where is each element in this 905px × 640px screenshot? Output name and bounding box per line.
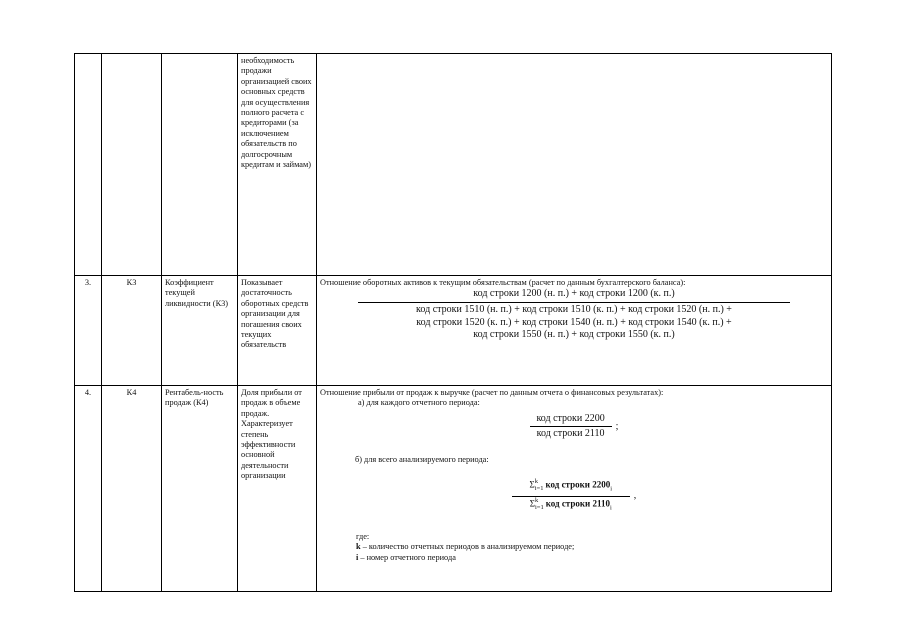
sigma-symbol: Σ	[529, 498, 535, 509]
where-k-variable: k	[356, 542, 361, 552]
case-a-formula	[320, 413, 828, 441]
table-row	[75, 386, 832, 592]
formula-intro: Отношение прибыли от продаж к выручке (расчет по данным отчета о финансовых результатах):	[320, 388, 664, 397]
row-number: 3.	[75, 276, 102, 386]
where-i-variable: i	[356, 552, 359, 562]
where-i-line	[356, 553, 828, 563]
sum-lower-limit: i=1	[534, 484, 544, 492]
indicator-name	[162, 54, 238, 276]
formula-cell	[317, 276, 832, 386]
formula-cell	[317, 54, 832, 276]
where-label: где:	[356, 531, 370, 541]
fraction-denominator-line: код строки 1510 (н. п.) + код строки 1510 (к. п.) + код строки 1520 (н. п.) +	[416, 304, 732, 315]
sum-numerator	[529, 479, 612, 496]
table-row	[75, 54, 832, 276]
sum-lower-limit: i=1	[534, 503, 544, 511]
indicator-name: Коэффициент текущей ликвидности (К3)	[162, 276, 238, 386]
indicator-code	[102, 54, 162, 276]
period-fraction	[530, 413, 612, 441]
formula-cell	[317, 386, 832, 592]
indicator-description: необходимость продажи организацией своих основных средств для осуществления полного расчета с кредиторами (за исключением обязательств по долгосрочным кредитам и займам)	[238, 54, 317, 276]
where-block	[356, 532, 828, 563]
row-number	[75, 54, 102, 276]
fraction-denominator-line: код строки 1550 (н. п.) + код строки 1550 (к. п.)	[473, 329, 675, 341]
case-b-label: б) для всего анализируемого периода:	[355, 455, 489, 464]
where-i-text: – номер отчетного периода	[358, 552, 456, 562]
indicator-description: Доля прибыли от продаж в объеме продаж. Характеризует степень эффективности основной деятельности организации	[238, 386, 317, 592]
sum-term-index: i	[610, 485, 613, 493]
sum-term: код строки 2110	[545, 498, 610, 509]
case-a-label: а) для каждого отчетного периода:	[358, 398, 480, 408]
sum-upper-limit: k	[534, 478, 538, 486]
where-k-text: – количество отчетных периодов в анализируемом периоде;	[360, 542, 575, 552]
formula-punctuation: ,	[633, 490, 637, 502]
formula-intro: Отношение оборотных активов к текущим обязательствам (расчет по данным бухгалтерского баланса):	[320, 278, 686, 287]
sum-fraction	[512, 479, 630, 514]
indicator-description: Показывает достаточность оборотных средств организации для погашения своих текущих обязательств	[238, 276, 317, 386]
indicator-code: К4	[102, 386, 162, 592]
sum-denominator	[530, 497, 612, 514]
sum-term: код строки 2200	[545, 479, 611, 490]
where-k-line	[356, 542, 828, 552]
fraction-denominator-line: код строки 1520 (к. п.) + код строки 1540 (н. п.) + код строки 1540 (к. п.) +	[416, 316, 732, 328]
indicator-code: К3	[102, 276, 162, 386]
fraction-numerator: код строки 1200 (н. п.) + код строки 1200 (к. п.)	[473, 288, 675, 300]
fraction-denominator: код строки 2110	[536, 428, 605, 440]
liquidity-fraction	[320, 288, 828, 341]
row-number: 4.	[75, 386, 102, 592]
indicator-name: Рентабель-ность продаж (К4)	[162, 386, 238, 592]
sum-upper-limit: k	[534, 497, 539, 505]
fraction-numerator: код строки 2200	[536, 412, 605, 424]
sigma-symbol: Σ	[529, 479, 535, 490]
table-row	[75, 276, 832, 386]
indicators-table	[74, 53, 832, 592]
case-b-formula	[320, 479, 828, 514]
sum-term-index: i	[609, 504, 612, 512]
formula-punctuation: ;	[615, 420, 619, 432]
